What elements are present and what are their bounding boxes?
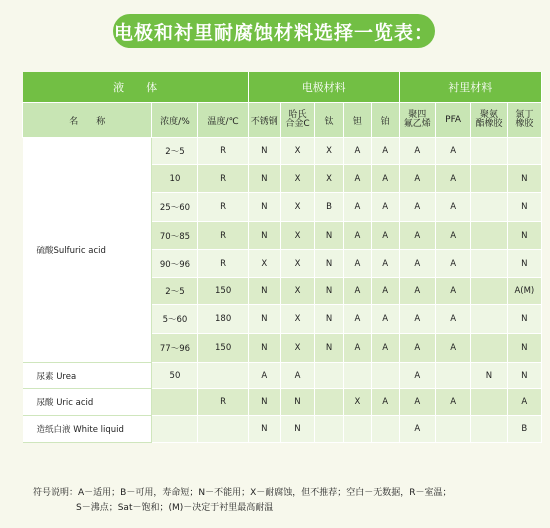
header-row-sub [23, 103, 542, 138]
table-body [23, 138, 542, 443]
rating-cell: A [435, 278, 470, 305]
rating-cell [471, 138, 507, 165]
group-urea: 尿素 Urea [23, 363, 152, 389]
rating-cell: A [343, 165, 371, 193]
header-pu-line1: 聚氨 [479, 110, 498, 120]
legend [33, 486, 533, 516]
header-ptfe-line1: 聚四 [408, 110, 427, 120]
rating-cell: N [248, 222, 280, 250]
rating-cell: N [248, 334, 280, 363]
header-tantalum: 钽 [343, 103, 371, 138]
conc-cell: 50 [152, 363, 198, 389]
table-row [23, 138, 542, 165]
rating-cell [471, 222, 507, 250]
temp-cell: 150 [198, 278, 248, 305]
conc-cell: 5～60 [152, 305, 198, 334]
header-lining: 衬里材料 [399, 72, 541, 103]
rating-cell: N [280, 416, 314, 443]
rating-cell: A [343, 305, 371, 334]
header-neoprene [507, 103, 541, 138]
page-title: 电极和衬里耐腐蚀材料选择一览表： [113, 14, 435, 48]
rating-cell [471, 165, 507, 193]
temp-cell: R [198, 165, 248, 193]
header-name: 名 称 [23, 103, 152, 138]
rating-cell [371, 416, 399, 443]
conc-cell: 2～5 [152, 138, 198, 165]
rating-cell: A [399, 138, 435, 165]
rating-cell: N [248, 278, 280, 305]
rating-cell [343, 363, 371, 389]
header-electrode: 电极材料 [248, 72, 399, 103]
rating-cell: N [315, 305, 344, 334]
rating-cell: X [343, 389, 371, 416]
temp-cell: R [198, 222, 248, 250]
rating-cell: A [248, 363, 280, 389]
rating-cell: A [507, 389, 541, 416]
rating-cell [507, 138, 541, 165]
rating-cell: A [343, 222, 371, 250]
rating-cell: A [280, 363, 314, 389]
temp-cell: R [198, 250, 248, 278]
header-titanium: 钛 [315, 103, 344, 138]
rating-cell [471, 250, 507, 278]
rating-cell [315, 363, 344, 389]
rating-cell [435, 416, 470, 443]
rating-cell [471, 389, 507, 416]
rating-cell [471, 278, 507, 305]
table-row [23, 389, 542, 416]
rating-cell: A [435, 305, 470, 334]
group-white-liquid: 造纸白液 White liquid [23, 416, 152, 443]
rating-cell: N [507, 165, 541, 193]
rating-cell: N [507, 250, 541, 278]
rating-cell: A [399, 193, 435, 222]
rating-cell: N [315, 278, 344, 305]
legend-line-1: 符号说明：A－适用；B－可用，寿命短；N－不能用；X－耐腐蚀，但不推荐；空白－无数据，R－室温； [33, 488, 452, 498]
header-hastelloy-line1: 哈氏 [288, 110, 307, 120]
table-row [23, 363, 542, 389]
rating-cell: X [280, 165, 314, 193]
rating-cell: A [343, 250, 371, 278]
header-conc: 浓度/% [152, 103, 198, 138]
rating-cell: A [435, 334, 470, 363]
rating-cell [315, 416, 344, 443]
header-liquid: 液 体 [23, 72, 249, 103]
rating-cell: N [507, 363, 541, 389]
rating-cell: N [507, 222, 541, 250]
conc-cell: 10 [152, 165, 198, 193]
rating-cell: A [371, 389, 399, 416]
rating-cell: A [399, 305, 435, 334]
rating-cell: N [315, 250, 344, 278]
legend-line-2: S－沸点；Sat－饱和；(M)－决定于衬里最高耐温 [76, 503, 274, 513]
rating-cell: B [507, 416, 541, 443]
rating-cell: N [248, 416, 280, 443]
rating-cell: A [435, 165, 470, 193]
conc-cell [152, 389, 198, 416]
rating-cell: A [343, 334, 371, 363]
rating-cell [315, 389, 344, 416]
rating-cell: A [399, 250, 435, 278]
header-stainless: 不锈钢 [248, 103, 280, 138]
rating-cell: A [343, 138, 371, 165]
conc-cell: 70～85 [152, 222, 198, 250]
rating-cell: A [435, 222, 470, 250]
rating-cell: N [507, 334, 541, 363]
header-platinum: 铂 [371, 103, 399, 138]
rating-cell [371, 363, 399, 389]
title-area [0, 0, 550, 70]
header-ptfe-line2: 氟乙烯 [403, 119, 431, 129]
rating-cell [435, 363, 470, 389]
rating-cell: A [371, 278, 399, 305]
rating-cell: X [315, 138, 344, 165]
header-pu-line2: 酯橡胶 [475, 119, 503, 129]
rating-cell: A [371, 305, 399, 334]
header-hastelloy-line2: 合金C [285, 119, 310, 129]
group-sulfuric-acid: 硫酸Sulfuric acid [23, 138, 152, 363]
rating-cell: A(M) [507, 278, 541, 305]
rating-cell: X [248, 250, 280, 278]
rating-cell: A [399, 278, 435, 305]
table-row [23, 416, 542, 443]
header-hastelloy [280, 103, 314, 138]
rating-cell: N [248, 305, 280, 334]
rating-cell: N [248, 193, 280, 222]
temp-cell [198, 363, 248, 389]
rating-cell: N [280, 389, 314, 416]
rating-cell: A [371, 193, 399, 222]
rating-cell: A [371, 138, 399, 165]
rating-cell: A [371, 165, 399, 193]
temp-cell [198, 416, 248, 443]
header-pfa: PFA [435, 103, 470, 138]
rating-cell: A [399, 363, 435, 389]
conc-cell: 77～96 [152, 334, 198, 363]
rating-cell [343, 416, 371, 443]
rating-cell: A [343, 278, 371, 305]
rating-cell: N [315, 334, 344, 363]
header-row-top [23, 72, 542, 103]
rating-cell: A [435, 193, 470, 222]
rating-cell [471, 416, 507, 443]
conc-cell [152, 416, 198, 443]
header-temp: 温度/℃ [198, 103, 248, 138]
rating-cell: A [399, 389, 435, 416]
temp-cell: R [198, 389, 248, 416]
rating-cell: A [435, 389, 470, 416]
rating-cell: N [507, 193, 541, 222]
rating-cell: X [280, 193, 314, 222]
rating-cell: N [471, 363, 507, 389]
rating-cell: N [248, 138, 280, 165]
rating-cell [471, 193, 507, 222]
rating-cell [471, 334, 507, 363]
rating-cell: X [280, 334, 314, 363]
rating-cell: X [280, 305, 314, 334]
rating-cell: A [435, 138, 470, 165]
header-neoprene-line2: 橡胶 [515, 119, 534, 129]
rating-cell: A [371, 222, 399, 250]
rating-cell: N [248, 389, 280, 416]
temp-cell: R [198, 193, 248, 222]
rating-cell: A [343, 193, 371, 222]
conc-cell: 25～60 [152, 193, 198, 222]
rating-cell: N [315, 222, 344, 250]
rating-cell: A [399, 165, 435, 193]
rating-cell: X [280, 138, 314, 165]
rating-cell: A [399, 416, 435, 443]
rating-cell: X [280, 222, 314, 250]
temp-cell: 180 [198, 305, 248, 334]
rating-cell: N [507, 305, 541, 334]
rating-cell: N [248, 165, 280, 193]
rating-cell: X [280, 278, 314, 305]
rating-cell: A [371, 334, 399, 363]
header-polyurethane [471, 103, 507, 138]
rating-cell: A [399, 334, 435, 363]
corrosion-table [22, 72, 542, 443]
rating-cell: X [315, 165, 344, 193]
rating-cell: X [280, 250, 314, 278]
conc-cell: 90～96 [152, 250, 198, 278]
header-ptfe [399, 103, 435, 138]
rating-cell: A [435, 250, 470, 278]
group-uric-acid: 尿酸 Uric acid [23, 389, 152, 416]
temp-cell: R [198, 138, 248, 165]
temp-cell: 150 [198, 334, 248, 363]
rating-cell [471, 305, 507, 334]
header-neoprene-line1: 氯丁 [515, 110, 534, 120]
conc-cell: 2～5 [152, 278, 198, 305]
rating-cell: B [315, 193, 344, 222]
rating-cell: A [371, 250, 399, 278]
rating-cell: A [399, 222, 435, 250]
